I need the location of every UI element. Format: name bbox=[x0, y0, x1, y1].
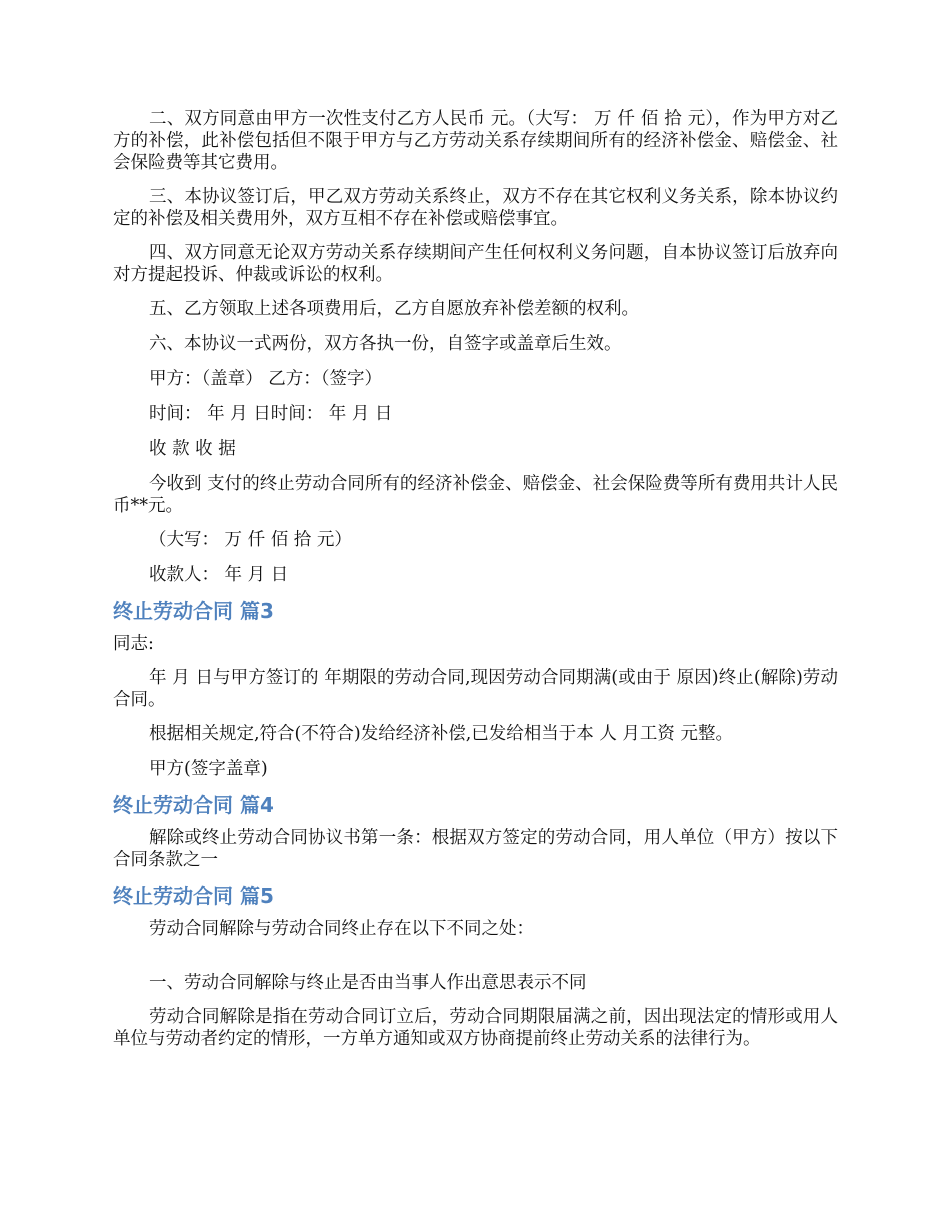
salutation: 同志: bbox=[113, 634, 154, 654]
receipt-title: 收 款 收 据 bbox=[149, 439, 236, 459]
clause-two: 二、双方同意由甲方一次性支付乙方人民币 元。（大写： 万 仟 佰 拾 元），作为甲方对乙方的补偿，此补偿包括但不限于甲方与乙方劳动关系存续期间所有的经济补偿金、赔偿金、社会保险费等其它费用。 bbox=[113, 109, 838, 173]
clause-six: 六、本协议一式两份，双方各执一份，自签字或盖章后生效。 bbox=[149, 334, 622, 354]
section3-signature: 甲方(签字盖章) bbox=[149, 759, 268, 779]
blank-line bbox=[113, 940, 838, 972]
clause-four: 四、双方同意无论双方劳动关系存续期间产生任何权利义务问题，自本协议签订后放弃向对方提起投诉、仲裁或诉讼的权利。 bbox=[113, 243, 838, 285]
receipt-amount-caps: （大写： 万 仟 佰 拾 元） bbox=[149, 530, 352, 550]
clause-five: 五、乙方领取上述各项费用后，乙方自愿放弃补偿差额的权利。 bbox=[149, 299, 639, 319]
date-line: 时间： 年 月 日时间： 年 月 日 bbox=[149, 404, 393, 424]
receipt-body: 今收到 支付的终止劳动合同所有的经济补偿金、赔偿金、社会保险费等所有费用共计人民币**元。 bbox=[113, 474, 838, 516]
section-heading-4: 终止劳动合同 篇4 bbox=[113, 793, 274, 817]
signature-line: 甲方：（盖章） 乙方：（签字） bbox=[149, 369, 383, 389]
section-heading-5: 终止劳动合同 篇5 bbox=[113, 884, 274, 908]
section-heading-3: 终止劳动合同 篇3 bbox=[113, 599, 274, 623]
clause-three: 三、本协议签订后，甲乙双方劳动关系终止，双方不存在其它权利义务关系，除本协议约定的补偿及相关费用外，双方互相不存在补偿或赔偿事宜。 bbox=[113, 187, 838, 229]
section5-paragraph-3: 劳动合同解除是指在劳动合同订立后，劳动合同期限届满之前，因出现法定的情形或用人单位与劳动者约定的情形，一方单方通知或双方协商提前终止劳动关系的法律行为。 bbox=[113, 1007, 838, 1049]
receipt-payee: 收款人： 年 月 日 bbox=[149, 565, 289, 585]
section5-paragraph-1: 劳动合同解除与劳动合同终止存在以下不同之处： bbox=[149, 919, 534, 939]
section5-paragraph-2: 一、劳动合同解除与终止是否由当事人作出意思表示不同 bbox=[149, 973, 587, 993]
section4-paragraph-1: 解除或终止劳动合同协议书第一条：根据双方签定的劳动合同，用人单位（甲方）按以下合同条款之一 bbox=[113, 828, 838, 870]
section3-paragraph-2: 根据相关规定,符合(不符合)发给经济补偿,已发给相当于本 人 月工资 元整。 bbox=[149, 724, 733, 744]
section3-paragraph-1: 年 月 日与甲方签订的 年期限的劳动合同,现因劳动合同期满(或由于 原因)终止(解除)劳动合同。 bbox=[113, 668, 838, 710]
